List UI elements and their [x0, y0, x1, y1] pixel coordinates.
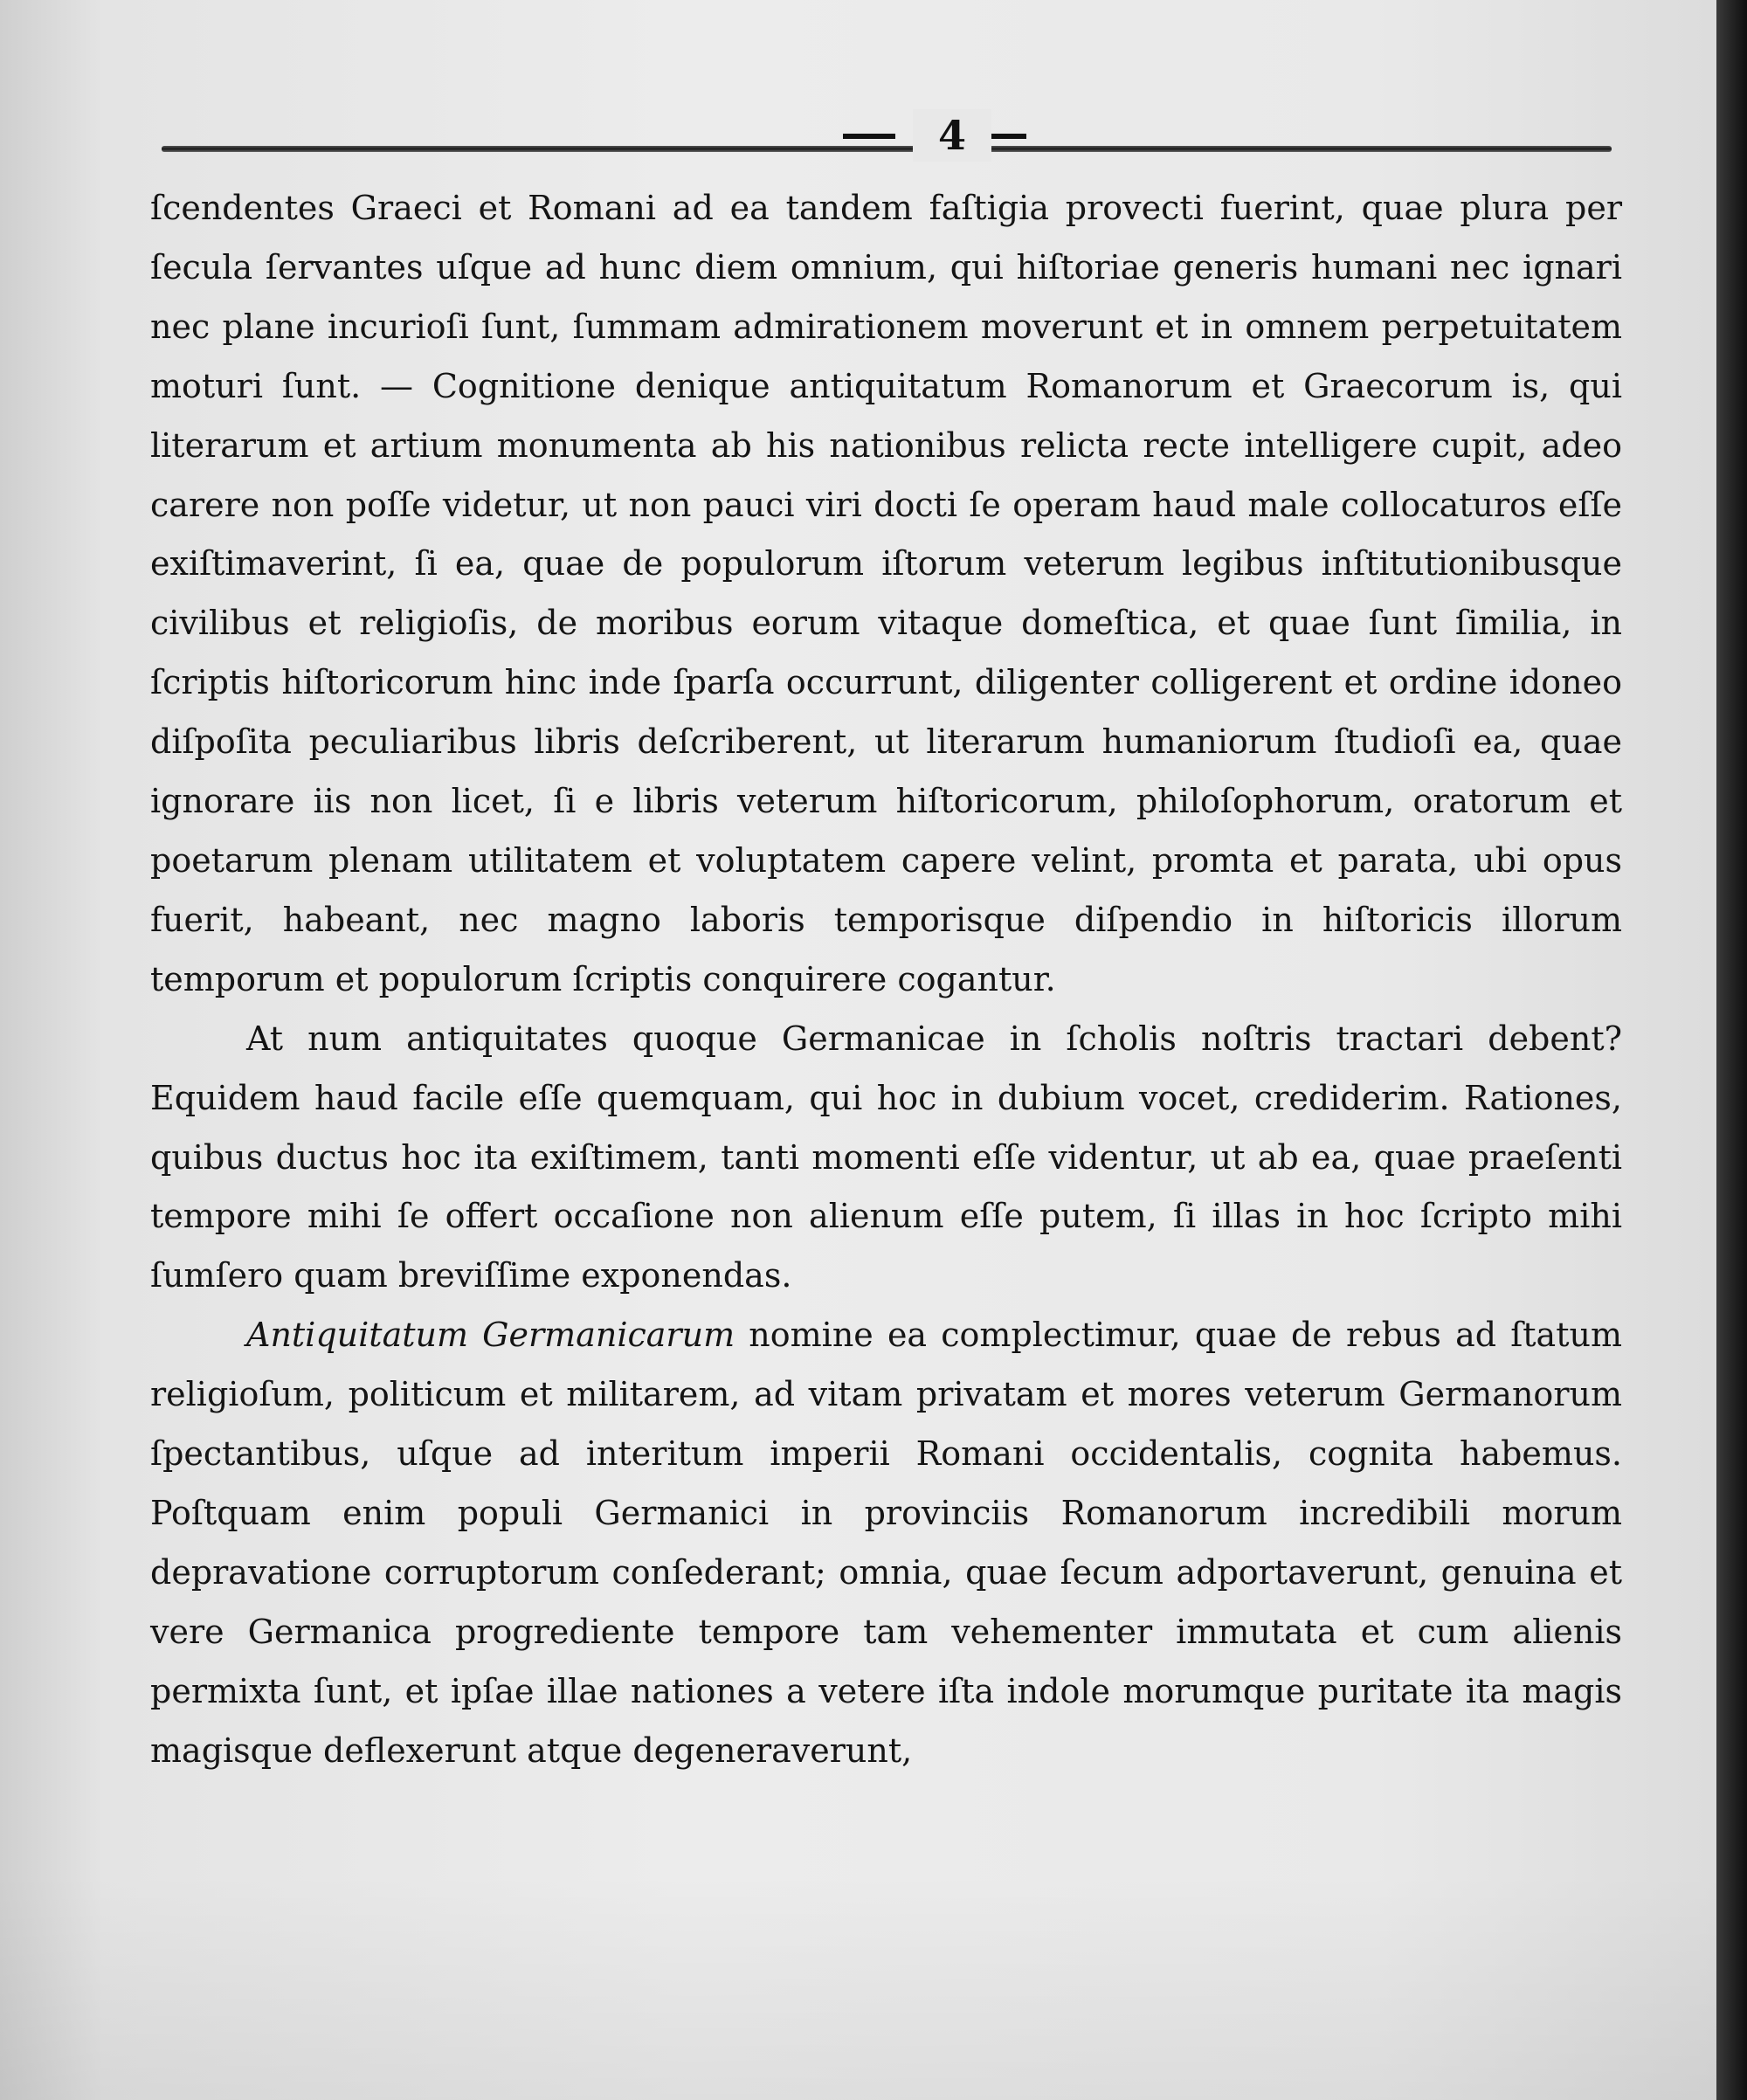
paragraph-3-italic-lead: Antiquitatum Germanicarum [246, 1316, 735, 1355]
paragraph-2: At num antiquitates quoque Germanicae in ſcholis noſtris tractari debent? Equidem haud facile eſſe quemquam, qui hoc in dubium vocet, crediderim. Rationes, quibus ductus hoc ita exiſtimem, tanti momenti eſſe videntur, ut ab ea, quae praeſenti tempore mihi ſe offert occaſione non alienum eſſe putem, ſi illas in hoc ſcripto mihi ſumſero quam breviſſime exponendas. [150, 1019, 1622, 1295]
header-dash-right [991, 134, 1026, 139]
header-rule [162, 146, 1612, 152]
page-bottom-shading [0, 1873, 1716, 2100]
header-dash-left [843, 134, 895, 139]
paragraph-3-text: nomine ea complectimur, quae de rebus ad ſtatum religioſum, politicum et militarem, ad vitam privatam et mores veterum Germanorum ſpectantibus, uſque ad interitum imperii Romani occidentalis, cognita habemus. Poſtquam enim populi Germanici in provinciis Romanorum incredibili morum depravatione corruptorum conſederant; omnia, quae ſecum adportaverunt, genuina et vere Germanica progrediente tempore tam vehementer immutata et cum alienis permixta ſunt, et ipſae illae nationes a vetere iſta indole morumque puritate ita magis magisque deflexerunt atque degeneraverunt, [150, 1316, 1622, 1770]
page-header [162, 109, 1612, 162]
paragraph-3 [150, 1306, 1622, 1780]
paragraph-1: ſcendentes Graeci et Romani ad ea tandem faſtigia provecti fuerint, quae plura per ſecula ſervantes uſque ad hunc diem omnium, qui hiſtoriae generis humani nec ignari nec plane incurioſi ſunt, ſummam admirationem moverunt et in omnem perpetuitatem moturi ſunt. — Cognitione denique antiquitatum Romanorum et Graecorum is, qui literarum et artium monumenta ab his nationibus relicta recte intelligere cupit, adeo carere non poſſe videtur, ut non pauci viri docti ſe operam haud male collocaturos eſſe exiſtimaverint, ſi ea, quae de populorum iſtorum veterum legibus inſtitutionibusque civilibus et religioſis, de moribus eorum vitaque domeſtica, et quae ſunt ſimilia, in ſcriptis hiſtoricorum hinc inde ſparſa occurrunt, diligenter colligerent et ordine idoneo diſpoſita peculiaribus libris deſcriberent, ut literarum humaniorum ſtudioſi ea, quae ignorare iis non licet, ſi e libris veterum hiſtoricorum, philoſophorum, oratorum et poetarum plenam utilitatem et voluptatem capere velint, promta et parata, ubi opus fuerit, habeant, nec magno laboris temporisque diſpendio in hiſtoricis illorum temporum et populorum ſcriptis conquirere cogantur. [150, 189, 1622, 998]
page-number: 4 [913, 109, 991, 162]
scan-edge [1716, 0, 1747, 2100]
body-text [150, 179, 1622, 1780]
